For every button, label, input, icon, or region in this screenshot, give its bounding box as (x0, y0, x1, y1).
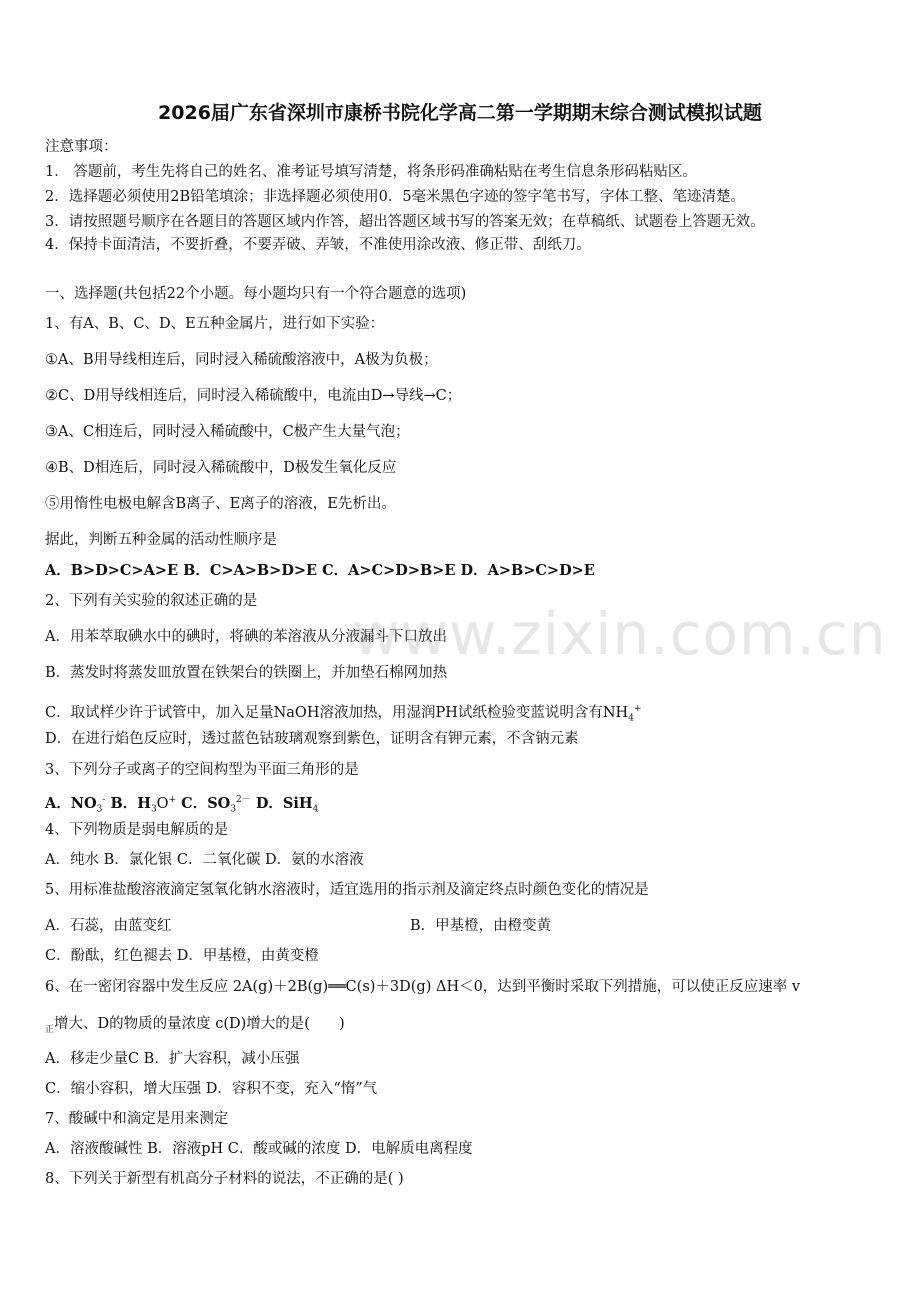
q2-sub: 4 (628, 713, 634, 724)
q3-c-sub: 3 (230, 804, 237, 815)
q6-cd: C．缩小容积，增大压强 D．容积不变，充入“惰”气 (45, 1081, 378, 1097)
q2-option-a: A．用苯萃取碘水中的碘时，将碘的苯溶液从分液漏斗下口放出 (45, 629, 447, 645)
notice-item-1: 1． 答题前，考生先将自己的姓名、准考证号填写清楚，将条形码准确粘贴在考生信息条形码粘贴区。 (45, 164, 697, 180)
q3-a-sup: - (102, 795, 106, 805)
q3-a: A．NO (45, 794, 97, 812)
q3-d-sub: 4 (312, 804, 319, 815)
q5-stem: 5、用标准盐酸溶液滴定氢氧化钠水溶液时，适宜选用的指示剂及滴定终点时颜色变化的情况是 (45, 882, 649, 898)
q3-stem: 3、下列分子或离子的空间构型为平面三角形的是 (45, 762, 359, 778)
q2-option-c-text: C．取试样少许于试管中，加入足量NaOH溶液加热，用湿润PH试纸检验变蓝说明含有NH (45, 704, 629, 721)
q5-option-a: A．石蕊，由蓝变红 (45, 918, 172, 934)
q4-options: A．纯水 B．氯化银 C．二氧化碳 D．氨的水溶液 (45, 852, 364, 868)
q6-stem-2-text: 增大、D的物质的量浓度 c(D)增大的是( ) (54, 1016, 345, 1032)
q6-sub: 正 (45, 1024, 55, 1035)
section-heading: 一、选择题(共包括22个小题。每小题均只有一个符合题意的选项) (45, 286, 467, 302)
q2-option-d: D．在进行焰色反应时，透过蓝色钴玻璃观察到紫色，证明含有钾元素，不含钠元素 (45, 731, 579, 747)
q6-ab: A．移走少量C B．扩大容积，减小压强 (45, 1051, 300, 1067)
q1-fact-3: ③A、C相连后，同时浸入稀硫酸中，C极产生大量气泡； (45, 424, 410, 440)
q2-sup: + (633, 704, 642, 714)
q1-fact-2: ②C、D用导线相连后，同时浸入稀硫酸中，电流由D→导线→C； (45, 388, 462, 404)
q5-ab (45, 916, 552, 936)
q7-options: A．溶液酸碱性 B．溶液pH C．酸或碱的浓度 D．电解质电离程度 (45, 1141, 473, 1157)
q3-d: D．SiH (250, 794, 313, 812)
q6-stem-2 (45, 1014, 345, 1040)
q3-b: B．H (105, 794, 151, 812)
q3-b-tail: O (156, 795, 169, 812)
q1-fact-4: ④B、D相连后，同时浸入稀硫酸中，D极发生氧化反应 (45, 460, 397, 476)
q1-ask: 据此，判断五种金属的活动性顺序是 (45, 532, 277, 548)
watermark: www.zixin.com.cn (352, 600, 887, 668)
q3-b-sub: 3 (150, 804, 157, 815)
q3-c: C．SO (176, 794, 231, 812)
q4-stem: 4、下列物质是弱电解质的是 (45, 822, 229, 838)
q1-options: A．B>D>C>A>E B．C>A>B>D>E C．A>C>D>B>E D．A>B>C>D>E (45, 562, 595, 579)
notice-heading: 注意事项： (45, 139, 118, 155)
q3-a-sub: 3 (96, 804, 103, 815)
q5-option-b: B．甲基橙，由橙变黄 (410, 918, 552, 934)
q3-options (45, 790, 318, 820)
notice-item-4: 4．保持卡面清洁，不要折叠，不要弄破、弄皱，不准使用涂改液、修正带、刮纸刀。 (45, 237, 591, 253)
q3-c-sup: 2－ (236, 795, 251, 805)
q2-stem: 2、下列有关实验的叙述正确的是 (45, 593, 258, 609)
notice-item-3: 3．请按照题号顺序在各题目的答题区域内作答，超出答题区域书写的答案无效；在草稿纸、试题卷上答题无效。 (45, 214, 765, 230)
q1-stem: 1、有A、B、C、D、E五种金属片，进行如下实验： (45, 316, 385, 332)
exam-title: 2026届广东省深圳市康桥书院化学高二第一学期期末综合测试模拟试题 (158, 102, 762, 124)
q1-fact-5: ⑤用惰性电极电解含B离子、E离子的溶液，E先析出。 (45, 496, 396, 512)
q1-fact-1: ①A、B用导线相连后，同时浸入稀硫酸溶液中，A极为负极； (45, 352, 438, 368)
q3-b-sup: + (168, 795, 177, 805)
q2-option-c (45, 699, 641, 729)
q6-stem: 6、在一密闭容器中发生反应 2A(g)＋2B(g)══C(s)＋3D(g) ΔH＜0，达到平衡时采取下列措施，可以使正反应速率 v (45, 979, 801, 995)
notice-item-2: 2．选择题必须使用2B铅笔填涂；非选择题必须使用0．5毫米黑色字迹的签字笔书写，字体工整、笔迹清楚。 (45, 189, 746, 205)
q8-stem: 8、下列关于新型有机高分子材料的说法，不正确的是( ) (45, 1171, 404, 1187)
q2-option-b: B．蒸发时将蒸发皿放置在铁架台的铁圈上，并加垫石棉网加热 (45, 665, 448, 681)
q5-cd: C．酚酞，红色褪去 D．甲基橙，由黄变橙 (45, 948, 319, 964)
q7-stem: 7、酸碱中和滴定是用来测定 (45, 1111, 229, 1127)
